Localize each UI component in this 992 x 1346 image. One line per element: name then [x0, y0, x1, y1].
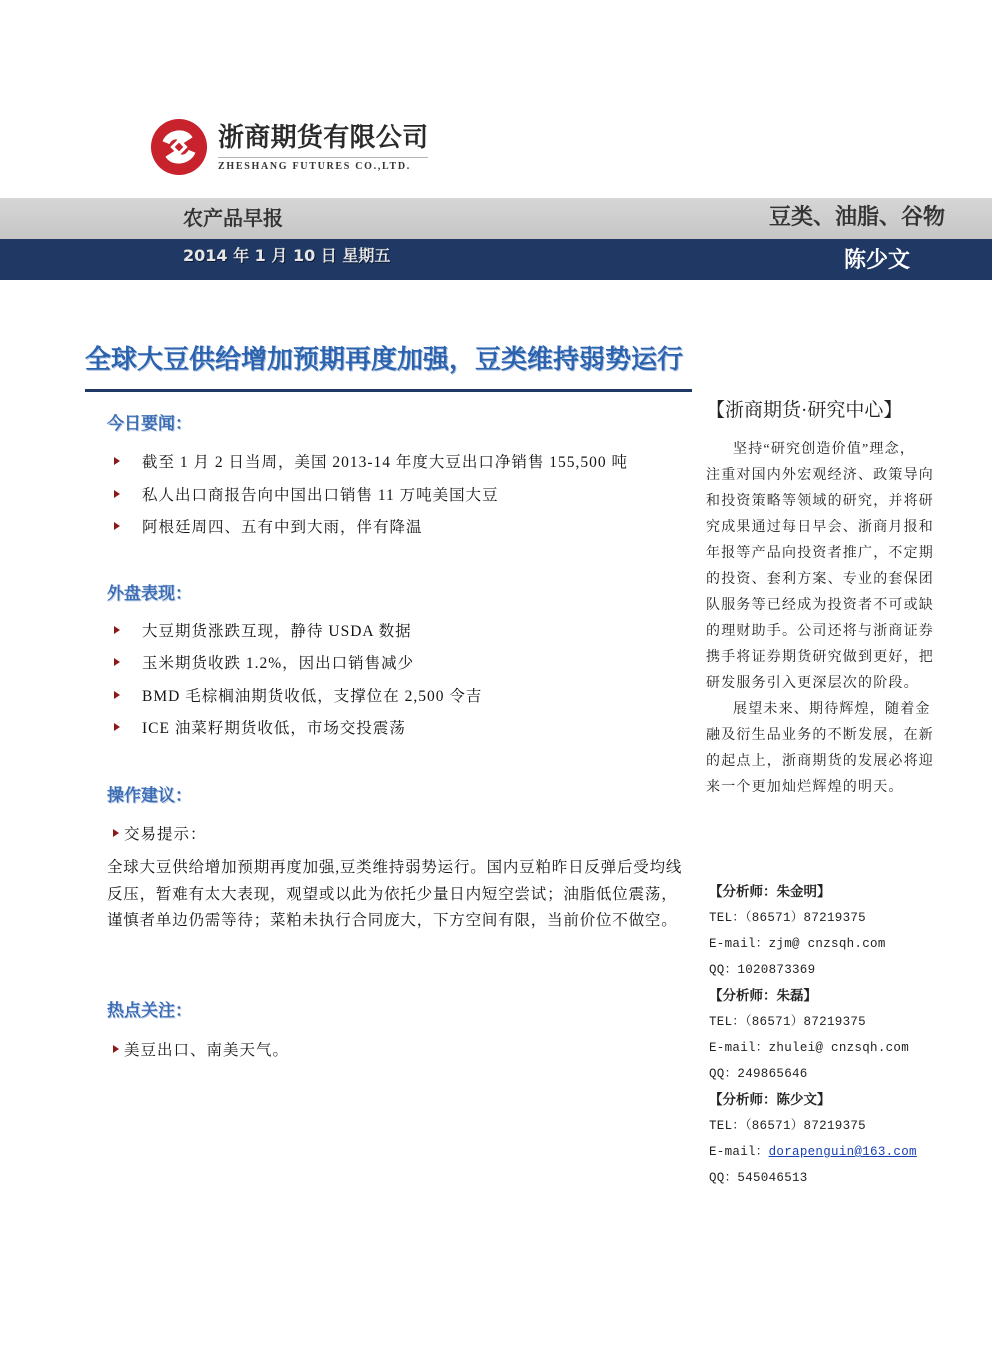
overseas-bullet-text: ICE 油菜籽期货收低，市场交投震荡: [142, 720, 406, 737]
analyst-tel: TEL：（86571）87219375: [709, 1119, 866, 1133]
intro-line: 来一个更加灿烂辉煌的明天。: [706, 780, 904, 795]
news-bullet: [114, 482, 499, 506]
company-name: 浙商期货有限公司: [218, 123, 429, 153]
company-name-divider: [218, 157, 428, 158]
intro-line: 研发服务引入更深层次的阶段。: [706, 676, 919, 691]
bullet-arrow-icon: [114, 490, 120, 498]
intro-line: 年报等产品向投资者推广，不定期: [706, 546, 934, 561]
report-author: 陈少文: [843, 248, 910, 273]
trade-tip-label-row: [113, 821, 207, 845]
news-bullet: [114, 514, 423, 538]
company-logo-icon: [150, 118, 208, 176]
bullet-arrow-icon: [114, 658, 120, 666]
advice-line: 全球大豆供给增加预期再度加强,豆类维持弱势运行。国内豆粕昨日反弹后受均线: [107, 859, 683, 876]
analyst-email-row: [709, 1035, 979, 1061]
overseas-bullet: [114, 650, 414, 674]
focus-item-text: 美豆出口、南美天气。: [124, 1042, 290, 1059]
intro-line: 的投资、套利方案、专业的套保团: [706, 572, 934, 587]
analyst-name: 【分析师：陈少文】: [709, 1092, 831, 1108]
email-label: E-mail：: [709, 1041, 769, 1055]
intro-line: 队服务等已经成为投资者不可或缺: [706, 598, 934, 613]
analyst-tel: TEL：（86571）87219375: [709, 1015, 866, 1029]
bullet-arrow-icon: [113, 829, 119, 837]
title-underline: [85, 389, 692, 392]
company-name-english: ZHESHANG FUTURES CO.,LTD.: [218, 161, 411, 172]
analyst-name: 【分析师：朱磊】: [709, 988, 817, 1004]
analyst-tel: TEL：（86571）87219375: [709, 911, 866, 925]
research-center-intro: [706, 437, 976, 801]
report-date: 2014 年 1 月 10 日 星期五: [183, 246, 391, 265]
section-heading-overseas: 外盘表现：: [107, 584, 192, 604]
analyst-email-row: [709, 1139, 979, 1165]
advice-line: 反压，暂难有太大表现，观望或以此为依托少量日内短空尝试；油脂低位震荡，: [107, 885, 678, 903]
overseas-bullet: [114, 715, 406, 739]
advice-line: 谨慎者单边仍需等待；菜粕未执行合同庞大，下方空间有限，当前价位不做空。: [107, 912, 678, 929]
intro-line: 的起点上，浙商期货的发展必将迎: [706, 754, 934, 769]
bullet-arrow-icon: [114, 691, 120, 699]
email-label: E-mail：: [709, 1145, 769, 1159]
overseas-bullet: [114, 618, 412, 642]
research-center-heading: 【浙商期货·研究中心】: [706, 400, 903, 421]
intro-line: 注重对国内外宏观经济、政策导向: [706, 468, 934, 483]
analyst-email: zhulei@ cnzsqh.com: [768, 1041, 910, 1055]
analyst-qq: QQ：545046513: [709, 1171, 808, 1185]
report-type: 农产品早报: [183, 206, 283, 230]
analyst-email: zjm@ cnzsqh.com: [768, 937, 886, 951]
analyst-email-row: [709, 931, 979, 957]
email-label: E-mail：: [709, 937, 769, 951]
intro-line: 展望未来、期待辉煌，随着金: [733, 702, 931, 717]
news-bullet: [114, 449, 628, 473]
news-bullet-text: 阿根廷周四、五有中到大雨，伴有降温: [142, 519, 423, 536]
intro-line: 的理财助手。公司还将与浙商证券: [706, 624, 934, 639]
overseas-bullet-text: BMD 毛棕榈油期货收低，支撑位在 2,500 令吉: [142, 688, 483, 705]
overseas-bullet-text: 玉米期货收跌 1.2%，因出口销售减少: [142, 655, 415, 672]
analyst-qq: QQ：249865646: [709, 1067, 808, 1081]
bullet-arrow-icon: [114, 723, 120, 731]
section-heading-news: 今日要闻：: [107, 414, 192, 434]
advice-paragraph: [107, 855, 707, 935]
analyst-name: 【分析师：朱金明】: [709, 884, 831, 900]
section-heading-advice: 操作建议：: [107, 786, 192, 806]
news-bullet-text: 私人出口商报告向中国出口销售 11 万吨美国大豆: [142, 487, 499, 504]
bullet-arrow-icon: [114, 522, 120, 530]
bullet-arrow-icon: [114, 457, 120, 465]
report-title: 全球大豆供给增加预期再度加强，豆类维持弱势运行: [85, 345, 684, 375]
bullet-arrow-icon: [114, 626, 120, 634]
analyst-email-link[interactable]: dorapenguin@163.com: [768, 1145, 917, 1159]
intro-line: 融及衍生品业务的不断发展，在新: [706, 728, 934, 743]
intro-line: 和投资策略等领域的研究，并将研: [706, 494, 934, 509]
news-bullet-text: 截至 1 月 2 日当周，美国 2013-14 年度大豆出口净销售 155,500 吨: [142, 454, 629, 471]
overseas-bullet-text: 大豆期货涨跌互现，静待 USDA 数据: [142, 623, 412, 640]
intro-line: 携手将证券期货研究做到更好，把: [706, 650, 934, 665]
report-categories: 豆类、油脂、谷物: [768, 205, 945, 230]
intro-line: 究成果通过每日早会、浙商月报和: [706, 520, 934, 535]
trade-tip-label: 交易提示：: [124, 826, 207, 843]
intro-line: 坚持“研究创造价值”理念，: [733, 442, 916, 457]
analyst-contacts: [709, 879, 979, 1191]
analyst-qq: QQ：1020873369: [709, 963, 816, 977]
overseas-bullet: [114, 683, 482, 707]
focus-item: [113, 1037, 289, 1061]
bullet-arrow-icon: [113, 1045, 119, 1053]
section-heading-focus: 热点关注：: [107, 1001, 192, 1021]
